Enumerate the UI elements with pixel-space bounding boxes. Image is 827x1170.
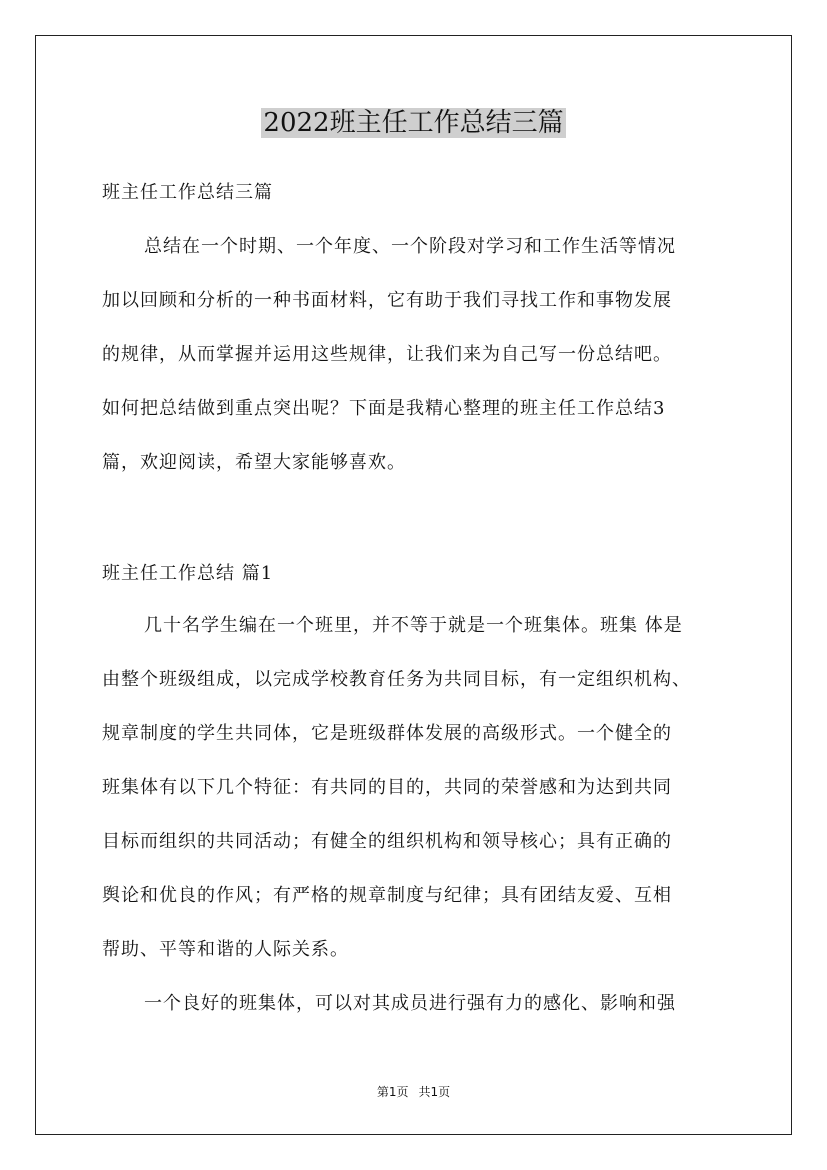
paragraph-line: 总结在一个时期、一个年度、一个阶段对学习和工作生活等情况 <box>144 236 676 257</box>
paragraph-line: 如何把总结做到重点突出呢？下面是我精心整理的班主任工作总结3 <box>102 398 666 419</box>
paragraph-line: 规章制度的学生共同体，它是班级群体发展的高级形式。一个健全的 <box>102 723 672 744</box>
document-title-text: 2022班主任工作总结三篇 <box>263 108 564 138</box>
section-heading: 班主任工作总结 篇1 <box>102 563 274 584</box>
intro-paragraph <box>102 220 742 490</box>
paragraph-line: 的规律，从而掌握并运用这些规律，让我们来为自己写一份总结吧。 <box>102 344 672 365</box>
document-title <box>0 103 827 143</box>
paragraph-line: 帮助、平等和谐的人际关系。 <box>102 939 349 960</box>
document-subtitle: 班主任工作总结三篇 <box>102 182 273 203</box>
paragraph-line: 目标而组织的共同活动；有健全的组织机构和领导核心；具有正确的 <box>102 831 672 852</box>
paragraph-line: 加以回顾和分析的一种书面材料，它有助于我们寻找工作和事物发展 <box>102 290 672 311</box>
paragraph-line: 班集体有以下几个特征：有共同的目的，共同的荣誉感和为达到共同 <box>102 777 672 798</box>
page-footer <box>0 1082 827 1102</box>
paragraph-line: 由整个班级组成，以完成学校教育任务为共同目标，有一定组织机构、 <box>102 669 691 690</box>
paragraph-line: 篇，欢迎阅读，希望大家能够喜欢。 <box>102 452 406 473</box>
section1-paragraph <box>102 599 742 1031</box>
page-number: 第1页 <box>376 1085 409 1099</box>
paragraph-line: 舆论和优良的作风；有严格的规章制度与纪律；具有团结友爱、互相 <box>102 885 672 906</box>
paragraph-line: 一个良好的班集体，可以对其成员进行强有力的感化、影响和强 <box>144 993 676 1014</box>
page-total: 共1页 <box>418 1085 451 1099</box>
paragraph-line: 几十名学生编在一个班里，并不等于就是一个班集体。班集 体是 <box>144 615 683 636</box>
